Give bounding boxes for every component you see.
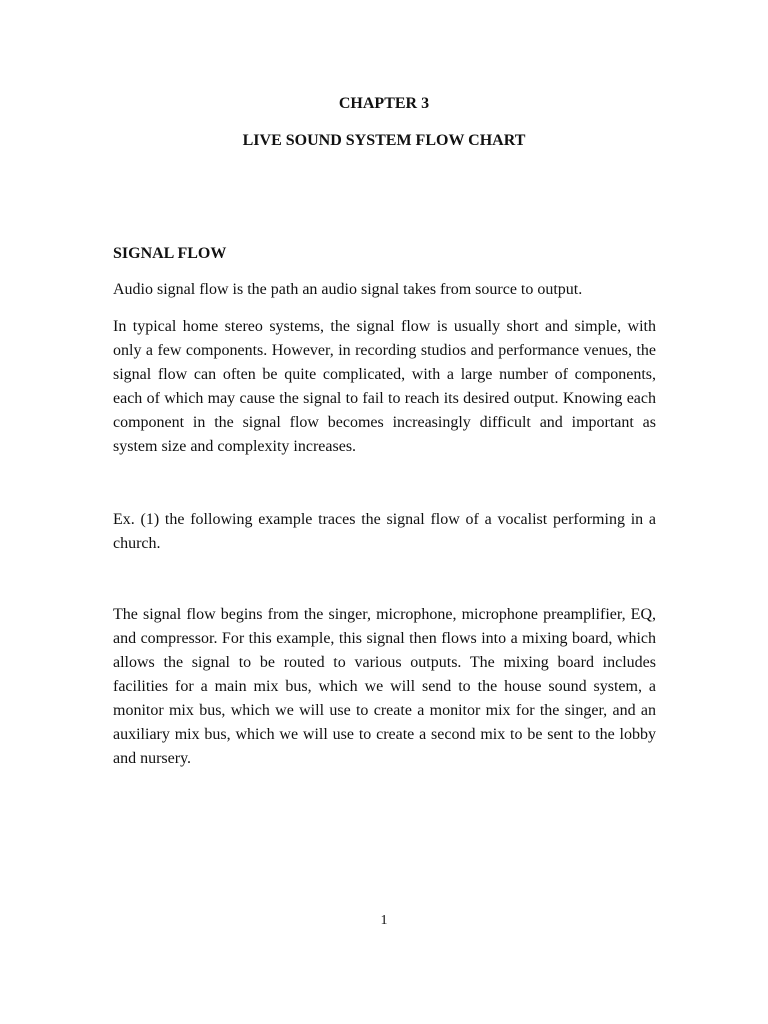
paragraph-definition: Audio signal flow is the path an audio signal takes from source to output.: [113, 281, 583, 298]
paragraph-example: Ex. (1) the following example traces the signal flow of a vocalist performing in a church.: [113, 511, 656, 552]
paragraph-complexity: In typical home stereo systems, the signal flow is usually short and simple, with only a few components. However, in recording studios and performance venues, the signal flow can often be quite complicated, with a large number of components, each of which may cause the signal to fail to reach its desired output. Knowing each component in the signal flow becomes increasingly difficult and important as system size and complexity increases.: [113, 318, 656, 455]
section-heading: SIGNAL FLOW: [113, 245, 227, 262]
page-number: 1: [380, 913, 388, 928]
chapter-label: CHAPTER 3: [338, 95, 430, 112]
chapter-title: LIVE SOUND SYSTEM FLOW CHART: [242, 132, 526, 149]
paragraph-signal-path: The signal flow begins from the singer, microphone, microphone preamplifier, EQ, and compressor. For this example, this signal then flows into a mixing board, which allows the signal to be routed to various outputs. The mixing board includes facilities for a main mix bus, which we will send to the house sound system, a monitor mix bus, which we will use to create a monitor mix for the singer, and an auxiliary mix bus, which we will use to create a second mix to be sent to the lobby and nursery.: [113, 606, 656, 767]
